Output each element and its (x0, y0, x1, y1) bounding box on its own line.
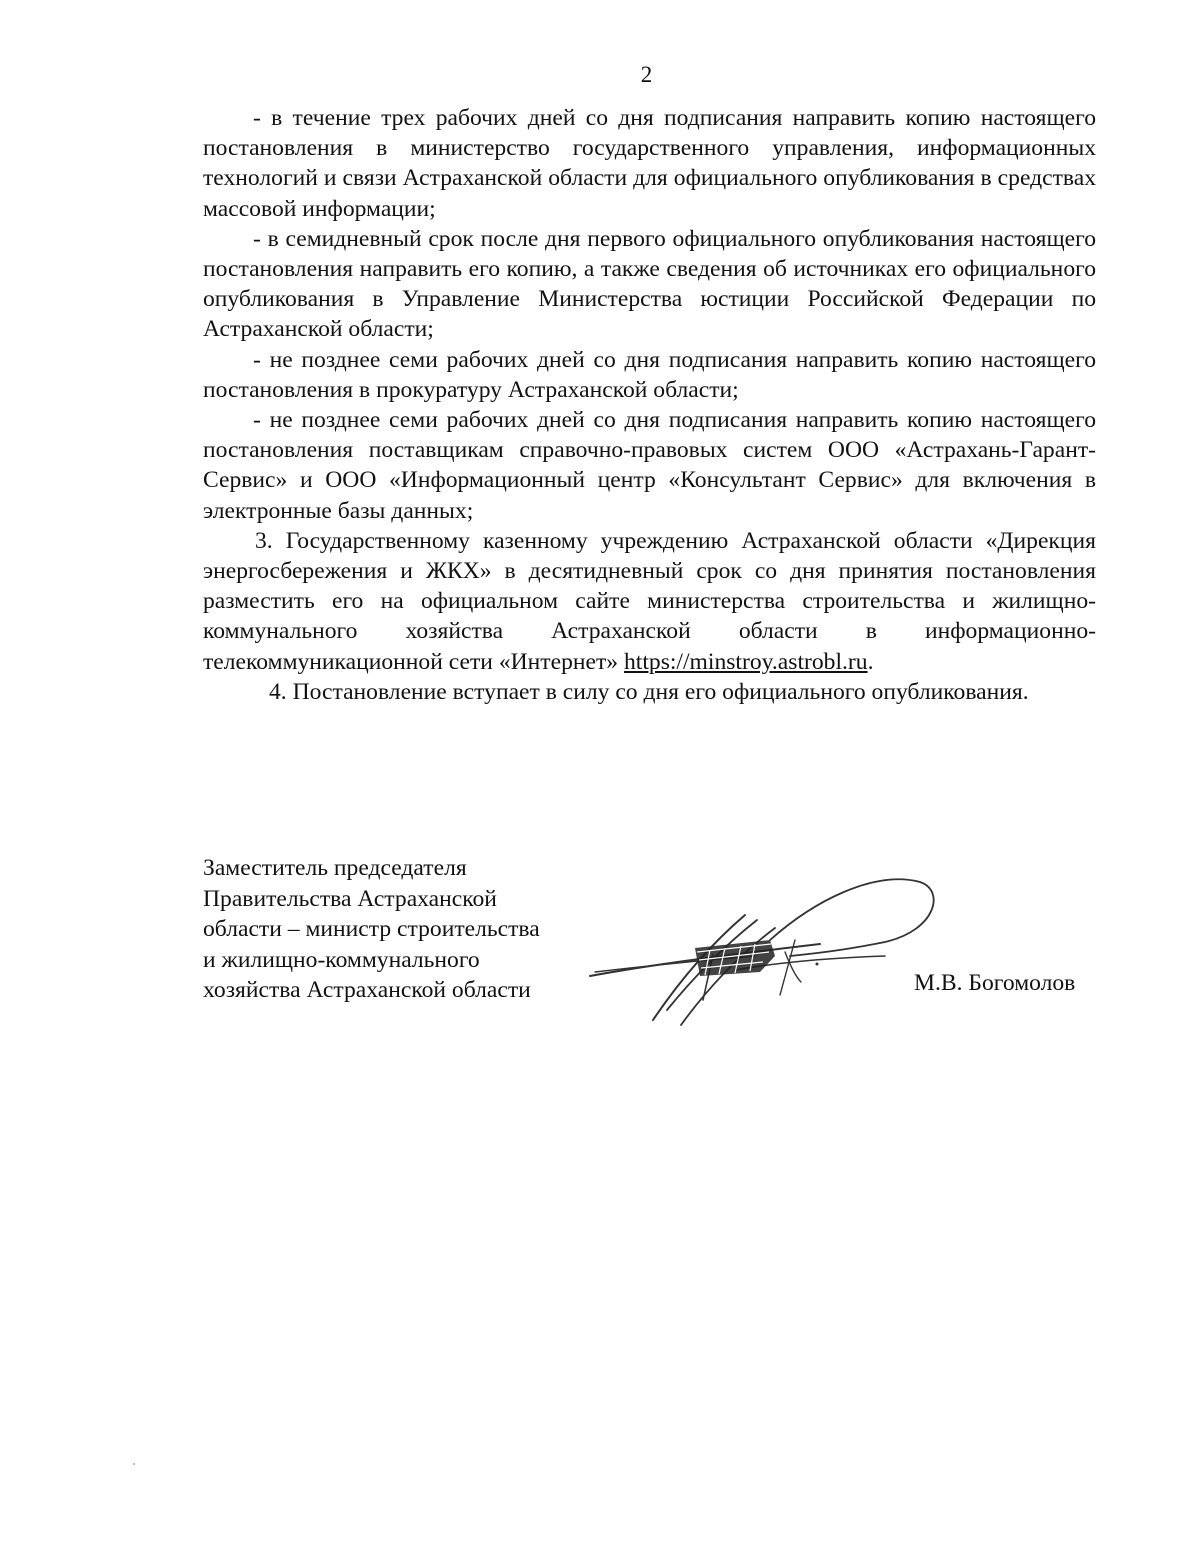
page-number: 2 (640, 62, 653, 87)
signer-position-line: и жилищно-коммунального (203, 946, 480, 973)
paragraph-prosecutor-office: - не позднее семи рабочих дней со дня подписания направить копию настоящего постановления в прокуратуру Астраханской области; (203, 346, 1096, 403)
signer-name: М.В. Богомолов (914, 970, 1076, 996)
paragraph-item-4-effective: 4. Постановление вступает в силу со дня его официального опубликования. (269, 678, 1029, 705)
document-body (203, 103, 1096, 707)
scan-speck (133, 1463, 135, 1465)
paragraph-item-3-text: 3. Государственному казенному учреждению Астраханской области «Дирекция энергосбережения и ЖКХ» в десятидневный срок со дня принятия постановления разместить его на официальном сайте министерства строительства и жилищно-коммунального хозяйства Астраханской области в информационно-телекоммуникационной сети «Интернет» (203, 527, 1096, 675)
signer-position-line: Заместитель председателя (203, 855, 467, 881)
signer-position-line: области – министр строительства (203, 916, 540, 942)
paragraph-item-3-period: . (867, 648, 874, 675)
paragraph-ministry-of-justice: - в семидневный срок после дня первого официального опубликования настоящего постановления направить его копию, а также сведения об источниках его официального опубликования в Управление Министерства юстиции Российской Федерации по Астраханской области; (203, 225, 1096, 343)
paragraph-item-3-website (203, 526, 1096, 677)
paragraph-legal-systems: - не позднее семи рабочих дней со дня подписания направить копию настоящего постановления поставщикам справочно-правовых систем ООО «Астрахань-Гарант-Сервис» и ООО «Информационный центр «Консультант Сервис» для включения в электронные базы данных; (203, 407, 1096, 524)
ministry-website-link[interactable]: https://minstroy.astrobl.ru (623, 648, 868, 675)
signer-position (203, 853, 603, 1006)
signer-position-line: хозяйства Астраханской области (203, 977, 531, 1003)
signer-position-line: Правительства Астраханской (203, 885, 497, 912)
handwritten-signature (585, 860, 945, 1030)
paragraph-mass-media-publication: - в течение трех рабочих дней со дня подписания направить копию настоящего постановления в министерство государственного управления, информационных технологий и связи Астраханской области для официального опубликования в средствах массовой информации; (203, 105, 1096, 222)
